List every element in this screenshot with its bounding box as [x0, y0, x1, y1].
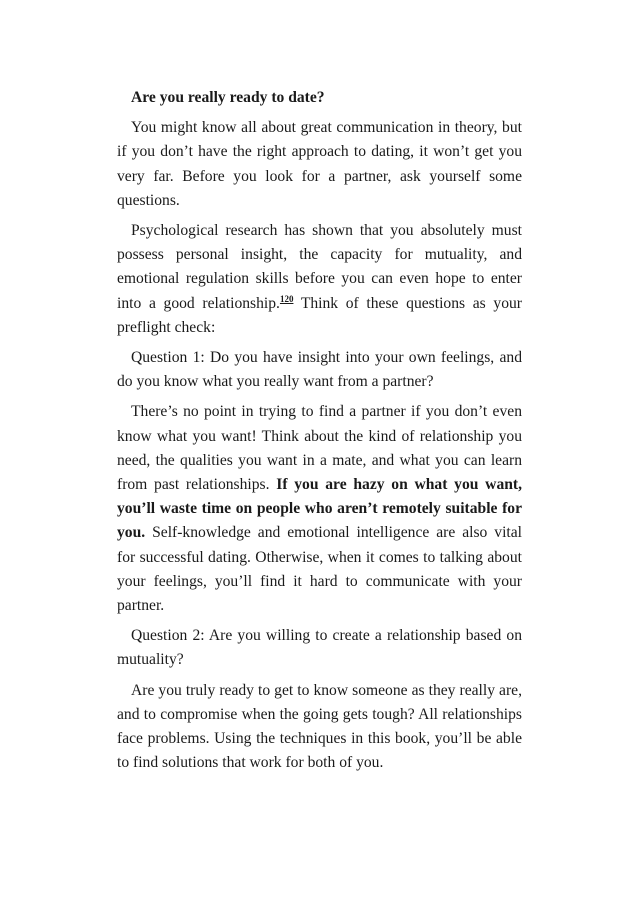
paragraph-self-knowledge — [117, 400, 522, 618]
paragraph-self-knowledge-emphasis: If you are hazy on what you want, you’ll waste time on people who aren’t remotely suitable for you. — [117, 476, 522, 542]
paragraph-intro: You might know all about great communication in theory, but if you don’t have the right approach to dating, it won’t get you very far. Before you look for a partner, ask yourself some questions. — [117, 119, 522, 209]
paragraph-research — [117, 219, 522, 340]
question-2: Question 2: Are you willing to create a relationship based on mutuality? — [117, 627, 522, 669]
paragraph-self-knowledge-text-end: Self-knowledge and emotional intelligence are also vital for successful dating. Otherwise, when it comes to talking about your feelings, you’ll find it hard to communicate with your partner. — [117, 524, 522, 615]
page-body — [117, 86, 522, 781]
footnote-reference[interactable]: 120 — [279, 293, 294, 304]
paragraph-mutuality: Are you truly ready to get to know someone as they really are, and to compromise when the going gets tough? All relationships face problems. Using the techniques in this book, you’ll be able to find solutions that work for both of you. — [117, 681, 522, 772]
paragraph-research-text: Psychological research has shown that you absolutely must possess personal insight, the capacity for mutuality, and emotional regulation skills before you can even hope to enter into a good relationship. — [117, 222, 522, 312]
paragraph-research-text-end: Think of these questions as your preflight check: — [117, 294, 522, 336]
paragraph-self-knowledge-text: There’s no point in trying to find a partner if you don’t even know what you want! Think about the kind of relationship you need, the qualities you want in a mate, and what you can learn from past relationships. — [117, 403, 522, 494]
question-1: Question 1: Do you have insight into your own feelings, and do you know what you really want from a partner? — [117, 349, 522, 391]
section-heading: Are you really ready to date? — [131, 89, 325, 106]
